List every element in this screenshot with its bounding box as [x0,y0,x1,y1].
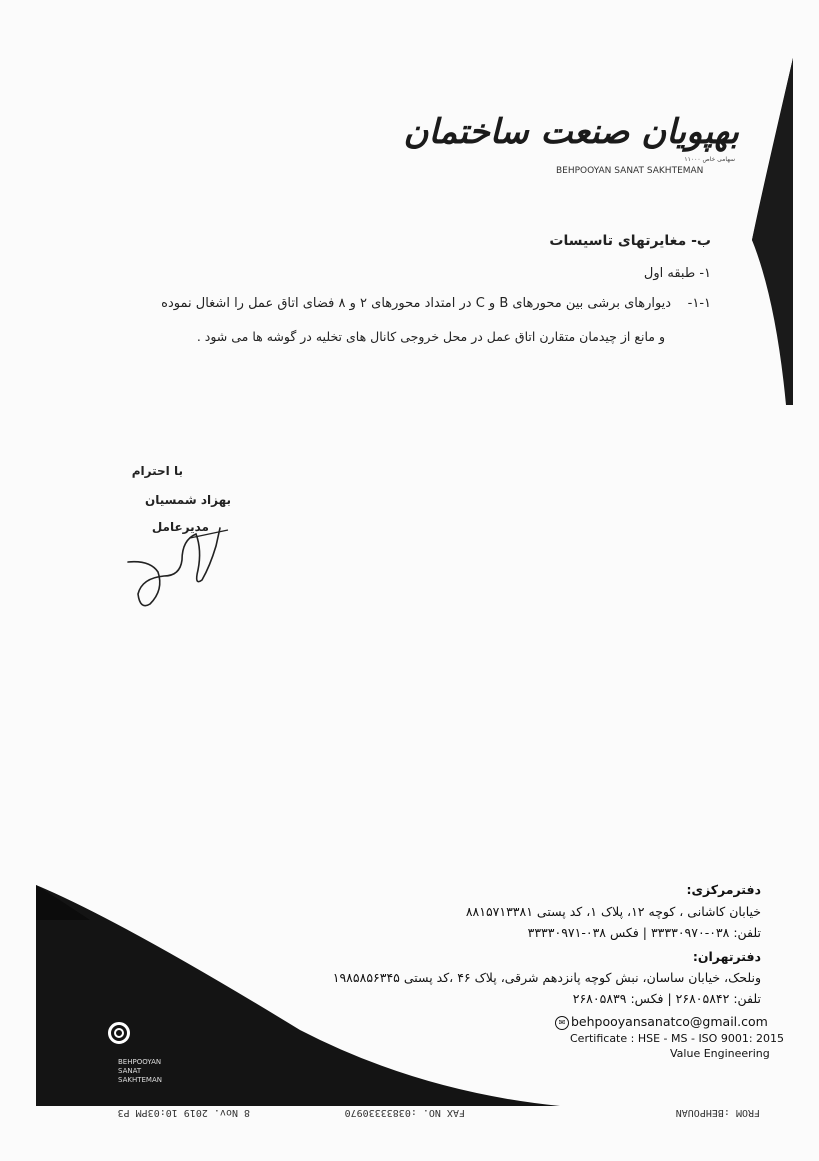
closing-regards: با احترام [131,464,183,478]
fax-number: FAX NO. :03833330970 [344,1107,465,1118]
office2-title: دفترتهران: [692,949,761,964]
brand-logo-inner-icon [114,1028,124,1038]
email-address[interactable]: behpooyansanatco@gmail.com [571,1014,768,1029]
header-band [0,0,819,420]
office1-title: دفترمرکزی: [686,882,761,897]
fax-header-line [60,1104,760,1118]
item-line-2: و مانع از چیدمان متقارن اتاق عمل در محل خروجی کانال های تخلیه در گوشه ها می شود . [196,329,665,344]
email-contact[interactable] [555,1014,768,1030]
handwritten-signature [120,520,240,620]
fax-date: 8 Nov. 2019 10:03PM P3 [117,1107,250,1118]
certificate-line: Certificate : HSE - MS - ISO 9001: 2015 [570,1032,785,1045]
item-number: ۱-۱- [687,296,711,311]
office2-phone: تلفن: ۲۶۸۰۵۸۴۲ | فکس: ۲۶۸۰۵۸۳۹ [572,991,761,1006]
email-icon: ✉ [555,1016,569,1030]
item-line-1 [161,296,711,311]
brand-english-name: BEHPOOYAN SANAT SAKHTEMAN [118,1058,162,1084]
sub-title: ۱- طبقه اول [643,266,711,281]
signer-name: بهزاد شمسیان [144,493,231,507]
value-engineering-line: Value Engineering [670,1047,770,1060]
company-logo-text: بهپویان صنعت ساختمان [403,112,739,152]
fax-from: FROM :BEHPOUAN [675,1107,760,1118]
signer-role: مدیرعامل [151,520,209,534]
section-title: ب- مغایرتهای تاسیسات [549,233,711,249]
company-logo-subtext: سهامی خاص ۱۱۰۰۰ [684,156,735,163]
office1-phone: تلفن: ۰۳۸-۳۳۳۳۰۹۷۰ | فکس ۰۳۸-۳۳۳۳۰۹۷۱ [527,925,761,940]
office1-address: خیابان کاشانی ، کوچه ۱۲، پلاک ۱، کد پستی ۸۸۱۵۷۱۳۳۸۱ [465,904,761,919]
item-text-1: دیوارهای برشی بین محورهای B و C در امتداد محورهای ۲ و ۸ فضای اتاق عمل را اشغال نموده [161,296,672,311]
office2-address: ونلحک، خیابان ساسان، نبش کوچه پانزدهم شرقی، پلاک ۴۶ ،کد پستی ۱۹۸۵۸۵۶۳۴۵ [332,970,761,985]
company-logo-english: BEHPOOYAN SANAT SAKHTEMAN [556,166,704,176]
